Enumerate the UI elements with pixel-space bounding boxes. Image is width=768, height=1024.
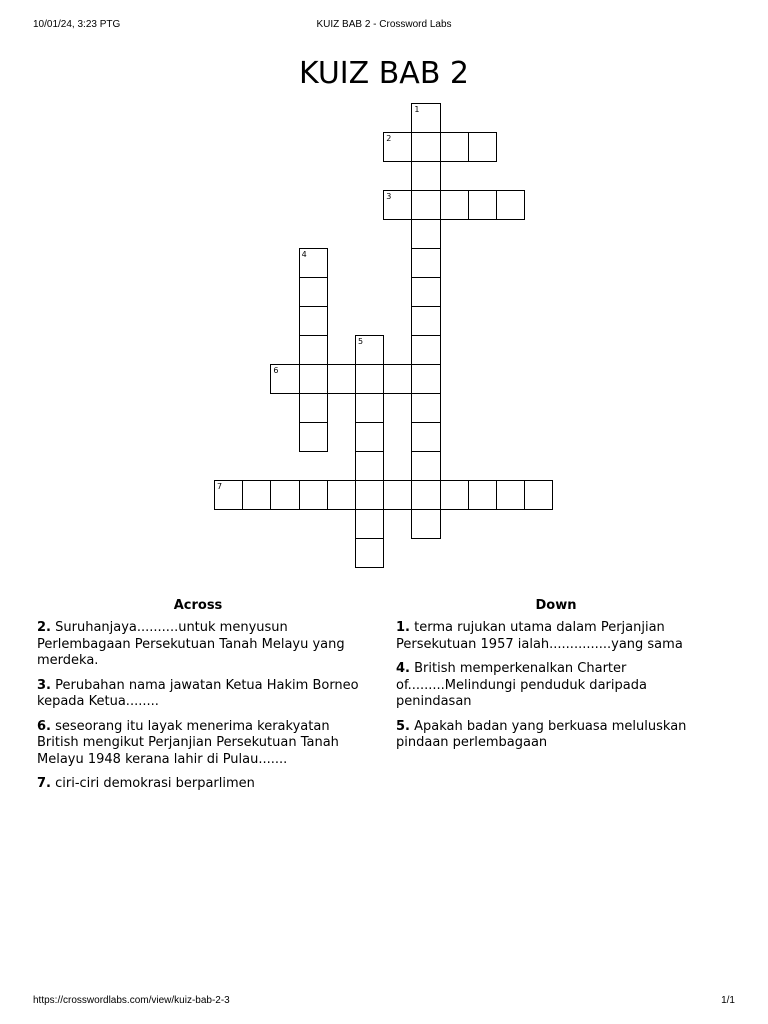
crossword-cell[interactable] [411, 190, 440, 220]
across-heading: Across [173, 598, 223, 613]
crossword-cell[interactable] [270, 480, 299, 510]
clue-text: terma rujukan utama dalam Perjanjian Persekutuan 1957 ialah...............yang sama [396, 620, 683, 652]
crossword-cell[interactable] [468, 132, 497, 162]
crossword-cell[interactable] [411, 451, 440, 481]
print-timestamp: 10/01/24, 3:23 PTG [33, 19, 121, 30]
crossword-cell[interactable] [411, 103, 440, 133]
cell-number: 7 [217, 482, 223, 491]
clue-number: 6. [37, 718, 51, 734]
clue-number: 3. [37, 677, 51, 693]
cell-number: 6 [273, 366, 279, 375]
cell-number: 3 [386, 192, 392, 201]
crossword-cell[interactable] [299, 364, 328, 394]
down-clue [396, 719, 716, 752]
crossword-cell[interactable] [327, 480, 356, 510]
crossword-cell[interactable] [496, 190, 525, 220]
crossword-cell[interactable] [355, 538, 384, 568]
crossword-cell[interactable] [355, 509, 384, 539]
crossword-cell[interactable] [411, 161, 440, 191]
crossword-cell[interactable] [411, 219, 440, 249]
page-title: KUIZ BAB 2 [298, 56, 470, 92]
down-clues [396, 598, 716, 760]
crossword-cell[interactable] [299, 480, 328, 510]
crossword-cell[interactable] [411, 480, 440, 510]
crossword-cell[interactable] [299, 422, 328, 452]
crossword-cell[interactable] [270, 364, 299, 394]
crossword-cell[interactable] [411, 306, 440, 336]
clue-text: Perubahan nama jawatan Ketua Hakim Borneo kepada Ketua........ [37, 677, 359, 709]
crossword-cell[interactable] [355, 364, 384, 394]
across-clue [37, 719, 359, 769]
clue-number: 1. [396, 620, 410, 635]
across-clue [37, 678, 359, 711]
crossword-cell[interactable] [383, 132, 412, 162]
clue-text: Apakah badan yang berkuasa meluluskan pindaan perlembagaan [396, 718, 687, 750]
crossword-cell[interactable] [242, 480, 271, 510]
page-url: https://crosswordlabs.com/view/kuiz-bab-2-3 [33, 995, 230, 1006]
crossword-cell[interactable] [411, 422, 440, 452]
cell-number: 5 [358, 337, 364, 346]
crossword-cell[interactable] [299, 248, 328, 278]
crossword-cell[interactable] [383, 190, 412, 220]
crossword-cell[interactable] [468, 480, 497, 510]
crossword-cell[interactable] [411, 132, 440, 162]
clue-text: seseorang itu layak menerima kerakyatan British mengikut Perjanjian Persekutuan Tanah Melayu 1948 kerana lahir di Pulau....... [37, 718, 339, 767]
print-page-title: KUIZ BAB 2 - Crossword Labs [316, 19, 452, 30]
cell-number: 1 [414, 105, 420, 114]
crossword-cell[interactable] [411, 335, 440, 365]
clue-number: 7. [37, 776, 51, 791]
crossword-cell[interactable] [411, 277, 440, 307]
crossword-cell[interactable] [355, 393, 384, 423]
crossword-cell[interactable] [355, 451, 384, 481]
cell-number: 4 [301, 250, 307, 259]
crossword-cell[interactable] [299, 335, 328, 365]
crossword-cell[interactable] [299, 306, 328, 336]
page-count: 1/1 [721, 995, 735, 1006]
clue-text: ciri-ciri demokrasi berparlimen [55, 776, 255, 791]
crossword-cell[interactable] [440, 190, 469, 220]
crossword-cell[interactable] [214, 480, 243, 510]
crossword-cell[interactable] [496, 480, 525, 510]
crossword-cell[interactable] [355, 480, 384, 510]
clue-number: 4. [396, 661, 410, 676]
crossword-cell[interactable] [411, 364, 440, 394]
crossword-cell[interactable] [440, 480, 469, 510]
crossword-cell[interactable] [327, 364, 356, 394]
down-clue [396, 661, 716, 711]
crossword-cell[interactable] [524, 480, 553, 510]
crossword-cell[interactable] [383, 480, 412, 510]
clue-text: British memperkenalkan Charter of.........Melindungi penduduk daripada penindasan [396, 661, 647, 709]
down-heading: Down [535, 598, 577, 613]
crossword-cell[interactable] [468, 190, 497, 220]
crossword-cell[interactable] [299, 393, 328, 423]
clue-number: 5. [396, 718, 410, 734]
crossword-cell[interactable] [411, 393, 440, 423]
crossword-cell[interactable] [440, 132, 469, 162]
clue-text: Suruhanjaya..........untuk menyusun Perlembagaan Persekutuan Tanah Melayu yang merdeka. [37, 620, 345, 668]
across-clues [37, 598, 359, 801]
across-clue [37, 776, 359, 793]
crossword-cell[interactable] [383, 364, 412, 394]
crossword-cell[interactable] [411, 509, 440, 539]
crossword-cell[interactable] [355, 335, 384, 365]
crossword-cell[interactable] [299, 277, 328, 307]
crossword-cell[interactable] [355, 422, 384, 452]
cell-number: 2 [386, 134, 392, 143]
crossword-cell[interactable] [411, 248, 440, 278]
clue-number: 2. [37, 620, 51, 635]
down-clue [396, 620, 716, 653]
across-clue [37, 620, 359, 670]
